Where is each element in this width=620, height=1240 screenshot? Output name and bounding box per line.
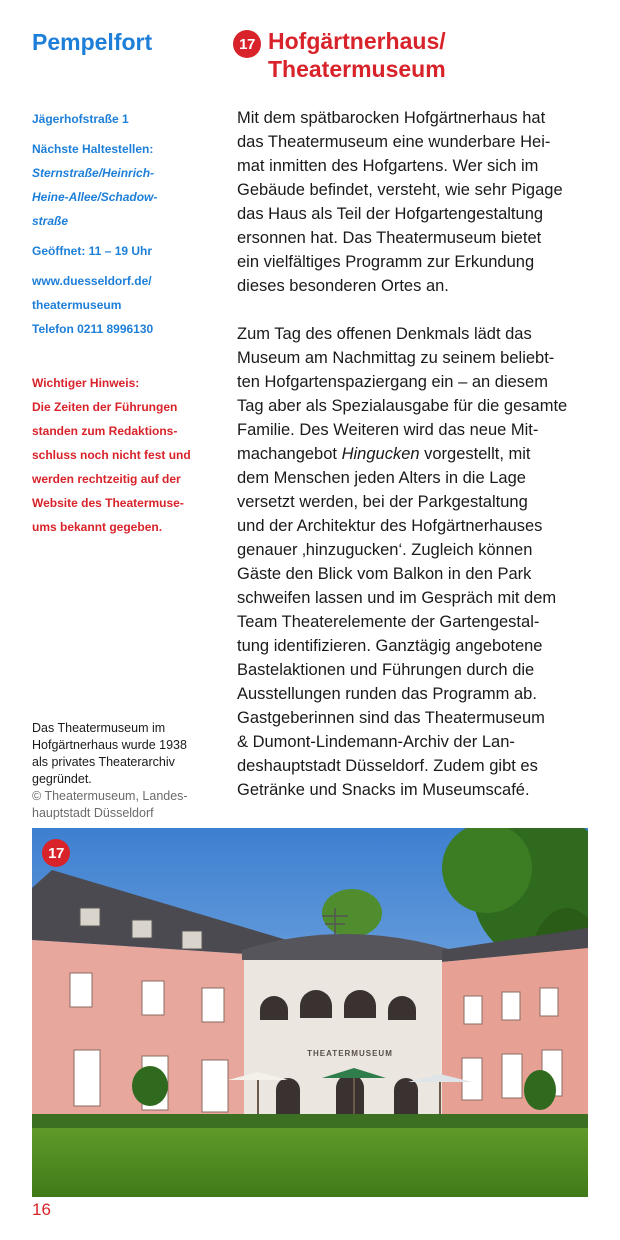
phone-number: Telefon 0211 8996130 <box>32 322 154 336</box>
body-line: schweifen lassen und im Gespräch mit dem <box>237 589 557 607</box>
title-line: Hofgärtnerhaus/ <box>268 28 446 54</box>
title-line: Theatermuseum <box>268 56 446 82</box>
important-notice <box>32 371 212 539</box>
article-body <box>237 106 602 802</box>
body-line: Bastelaktionen und Führungen durch die <box>237 661 535 679</box>
body-line: das Haus als Teil der Hofgartengestaltung <box>237 205 544 223</box>
caption-line: als privates Theaterarchiv <box>32 755 175 769</box>
body-line: Gäste den Blick vom Balkon in den Park <box>237 565 532 583</box>
body-line: und der Architektur des Hofgärtnerhauses <box>237 517 543 535</box>
body-line: genauer ‚hinzugucken‘. Zugleich können <box>237 541 533 559</box>
body-line: tung identifizieren. Ganztägig angebotene <box>237 637 543 655</box>
stops-line: Sternstraße/Heinrich- <box>32 166 155 180</box>
notice-line: werden rechtzeitig auf der <box>32 472 181 486</box>
program-name: Hingucken <box>341 445 420 463</box>
photo-caption <box>32 720 212 822</box>
body-line: Zum Tag des offenen Denkmals lädt das <box>237 325 532 343</box>
museum-photo <box>32 828 588 1197</box>
stops-line: straße <box>32 214 69 228</box>
website-link[interactable]: theatermuseum <box>32 298 122 312</box>
body-line <box>237 442 602 466</box>
body-line: Museum am Nachmittag zu seinem beliebt- <box>237 349 555 367</box>
body-line: Gastgeberinnen sind das Theatermuseum <box>237 709 545 727</box>
address: Jägerhofstraße 1 <box>32 112 129 126</box>
body-line: Getränke und Snacks im Museumscafé. <box>237 781 530 799</box>
body-line: dem Menschen jeden Alters in die Lage <box>237 469 526 487</box>
photo-number-badge <box>42 839 70 867</box>
museum-sign: THEATERMUSEUM <box>307 1049 393 1058</box>
photo-credit: hauptstadt Düsseldorf <box>32 806 154 820</box>
website-link[interactable]: www.duesseldorf.de/ <box>32 274 152 288</box>
notice-line: Wichtiger Hinweis: <box>32 376 140 390</box>
location-number-badge <box>233 30 261 58</box>
stops-label: Nächste Haltestellen: <box>32 142 154 156</box>
body-line: Mit dem spätbarocken Hofgärtnerhaus hat <box>237 109 546 127</box>
notice-line: ums bekannt gegeben. <box>32 520 163 534</box>
page-number: 16 <box>32 1200 51 1219</box>
location-title <box>268 27 608 83</box>
body-line: Familie. Des Weiteren wird das neue Mit- <box>237 421 539 439</box>
body-line: mat inmitten des Hofgartens. Wer sich im <box>237 157 539 175</box>
body-line: versetzt werden, bei der Parkgestaltung <box>237 493 528 511</box>
body-line: ein vielfältiges Programm zur Erkundung <box>237 253 535 271</box>
notice-line: Die Zeiten der Führungen <box>32 400 178 414</box>
lawn <box>32 1128 588 1197</box>
body-line: Tag aber als Spezialausgabe für die gesamte <box>237 397 568 415</box>
museum-illustration <box>32 828 588 1197</box>
body-line: ersonnen hat. Das Theatermuseum bietet <box>237 229 542 247</box>
opening-hours: Geöffnet: 11 – 19 Uhr <box>32 244 153 258</box>
body-text: vorgestellt, mit <box>419 445 531 463</box>
body-line: ten Hofgartenspaziergang ein – an diesem <box>237 373 548 391</box>
info-sidebar <box>32 107 210 341</box>
body-line: dieses besonderen Ortes an. <box>237 277 449 295</box>
body-line: Team Theaterelemente der Gartengestal- <box>237 613 540 631</box>
paragraph-gap <box>237 298 602 322</box>
notice-line: Website des Theatermuse- <box>32 496 184 510</box>
photo-credit: © Theatermuseum, Landes- <box>32 789 188 803</box>
photo-number: 17 <box>48 844 64 862</box>
caption-line: gegründet. <box>32 772 92 786</box>
notice-line: standen zum Redaktions- <box>32 424 178 438</box>
body-line: deshauptstadt Düsseldorf. Zudem gibt es <box>237 757 538 775</box>
caption-line: Das Theatermuseum im <box>32 721 166 735</box>
district-heading: Pempelfort <box>32 29 153 55</box>
stops-line: Heine-Allee/Schadow- <box>32 190 158 204</box>
body-line: Gebäude befindet, versteht, wie sehr Pigage <box>237 181 563 199</box>
location-number: 17 <box>239 35 255 53</box>
body-text: machangebot <box>237 445 342 463</box>
body-line: Ausstellungen runden das Programm ab. <box>237 685 537 703</box>
body-line: das Theatermuseum eine wunderbare Hei- <box>237 133 551 151</box>
right-wing <box>442 948 588 1128</box>
body-line: & Dumont-Lindemann-Archiv der Lan- <box>237 733 515 751</box>
caption-line: Hofgärtnerhaus wurde 1938 <box>32 738 187 752</box>
notice-line: schluss noch nicht fest und <box>32 448 191 462</box>
